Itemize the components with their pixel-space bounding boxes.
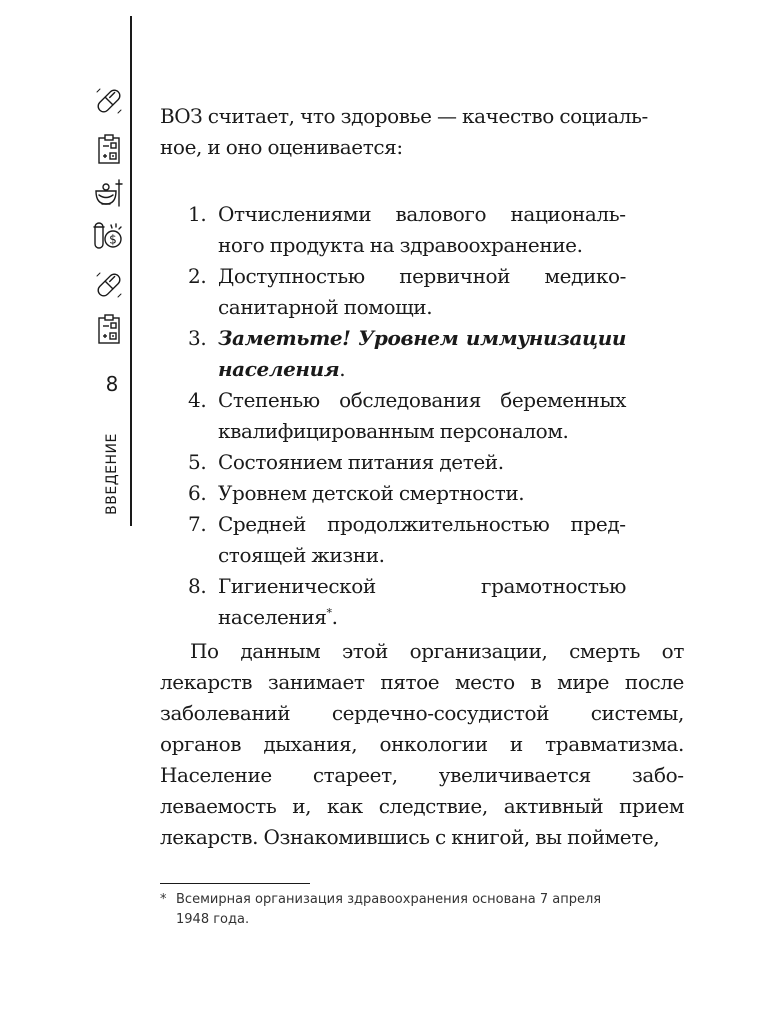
body-text: По данным этой организации, смерть от лекарств занимает пятое место в мире после заболеваний сердечно-сосудистой системы, органов дыхания, онкологии и травматизма. Население стареет, увеличивается заболеваемость и, как следствие, активный прием лекарств. Ознакомившись с книгой, вы поймете,	[160, 639, 684, 849]
pill-capsule-icon	[92, 84, 126, 118]
list-item-number: 1.	[188, 202, 207, 226]
list-item-number: 4.	[188, 388, 207, 412]
mortar-pestle-icon	[92, 176, 126, 210]
list-item-period: .	[339, 357, 346, 381]
intro-line-2: ное, и оно оценивается:	[160, 135, 403, 159]
list-item-text: Степенью обследования беременных квалифицированным персоналом.	[218, 388, 626, 443]
section-label: ВВЕДЕНИЕ	[104, 433, 120, 515]
list-item-number: 8.	[188, 574, 207, 598]
pill-capsule-icon	[92, 268, 126, 302]
list-item-number: 7.	[188, 512, 207, 536]
test-tube-dollar-icon	[92, 218, 126, 252]
list-item-emphasis: Заметьте! Уровнем иммунизации населения	[218, 326, 626, 381]
list-item-text: Доступностью первичной медико-санитарной помощи.	[218, 264, 626, 319]
intro-paragraph	[160, 101, 684, 163]
list-item	[188, 323, 626, 385]
page-number: 8	[105, 372, 119, 396]
clipboard-chart-icon	[92, 312, 126, 346]
sidebar-divider	[130, 16, 132, 526]
list-item	[188, 478, 626, 509]
list-item-number: 3.	[188, 326, 207, 350]
clipboard-chart-icon	[92, 132, 126, 166]
footnote-divider	[160, 883, 310, 884]
footnote-line-1: Всемирная организация здравоохранения основана 7 апреля	[176, 892, 602, 907]
list-item-number: 2.	[188, 264, 207, 288]
list-item-period: .	[331, 605, 338, 629]
list-item	[188, 385, 626, 447]
list-item-text: Средней продолжительностью предстоящей жизни.	[218, 512, 626, 567]
footnote-marker: *	[160, 892, 167, 907]
svg-text:$: $	[109, 232, 117, 247]
list-item	[188, 571, 626, 633]
body-paragraph	[160, 636, 684, 853]
intro-line-1: ВОЗ считает, что здоровье — качество социаль-	[160, 104, 648, 128]
list-item-text: Состоянием питания детей.	[218, 450, 504, 474]
list-item-text: Отчислениями валового национального продукта на здравоохранение.	[218, 202, 626, 257]
indicator-list	[188, 199, 626, 633]
list-item	[188, 447, 626, 478]
list-item-text: Уровнем детской смертности.	[218, 481, 525, 505]
list-item-number: 5.	[188, 450, 207, 474]
footnote	[160, 890, 684, 930]
list-item	[188, 261, 626, 323]
footnote-line-2: 1948 года.	[176, 912, 250, 927]
list-item-text: Гигиенической грамотностью населения	[218, 574, 626, 629]
list-item	[188, 199, 626, 261]
list-item-number: 6.	[188, 481, 207, 505]
footnote-reference[interactable]: *	[326, 606, 332, 620]
list-item	[188, 509, 626, 571]
